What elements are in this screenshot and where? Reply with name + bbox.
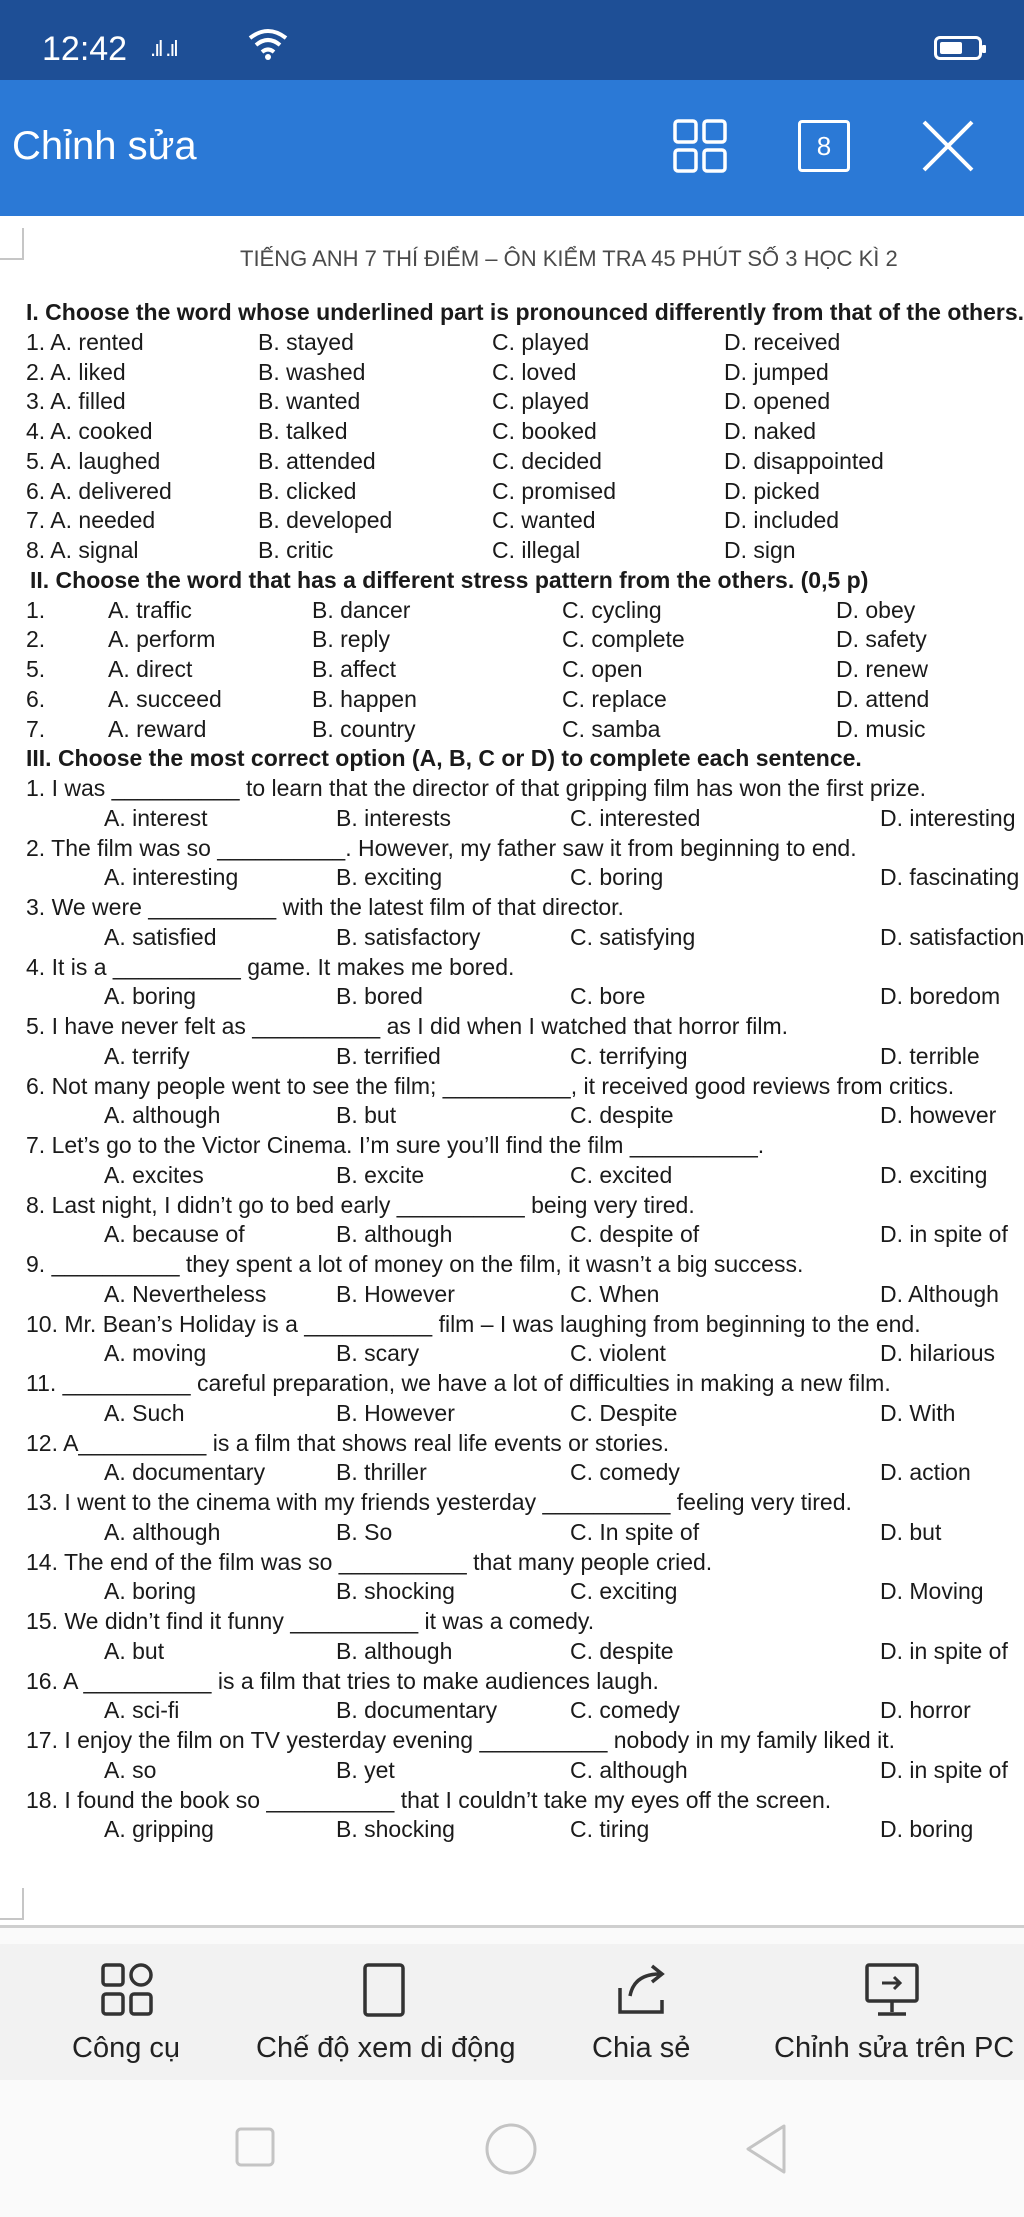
answer-options-row — [0, 1101, 1024, 1131]
option-text: A. sci-fi — [104, 1697, 180, 1724]
line-text: 15. We didn’t find it funny __________ it was a comedy. — [26, 1608, 595, 1634]
option-text: D. With — [880, 1399, 956, 1426]
option-text: B. happen — [312, 685, 417, 712]
option-text: C. despite — [570, 1637, 674, 1664]
option-text: D. naked — [724, 418, 817, 444]
line-text: 11. __________ careful preparation, we have a lot of difficulties in making a new film. — [26, 1370, 891, 1396]
question-text — [0, 893, 1024, 923]
option-text: B. However — [336, 1280, 455, 1307]
option-text: C. complete — [562, 626, 685, 653]
option-text: C. comedy — [570, 1459, 680, 1486]
tools-label: Công cụ — [72, 2032, 181, 2064]
answer-options-row — [0, 1518, 1024, 1548]
option-text: D. in spite of — [880, 1637, 1008, 1664]
question-text — [0, 1607, 1024, 1637]
option-text: D. in spite of — [880, 1756, 1008, 1783]
question-text — [0, 1786, 1024, 1816]
option-text: C. excited — [570, 1161, 673, 1188]
question-text — [0, 1191, 1024, 1221]
option-text: C. replace — [562, 685, 667, 712]
question-text — [0, 1488, 1024, 1518]
option-text: B. So — [336, 1518, 393, 1545]
pc-edit-icon — [864, 1962, 920, 2018]
option-text: A. but — [104, 1637, 165, 1664]
option-text: B. documentary — [336, 1697, 498, 1724]
option-text: A. although — [104, 1518, 221, 1545]
option-text: D. sign — [724, 537, 796, 563]
stress-question-row — [0, 715, 1024, 745]
question-text — [0, 774, 1024, 804]
option-text: A. Such — [104, 1399, 185, 1426]
option-text: C. decided — [492, 447, 602, 474]
option-text: D. however — [880, 1102, 997, 1129]
option-text: C. comedy — [570, 1697, 680, 1724]
option-text: 7. A. needed — [26, 507, 156, 534]
option-text: B. developed — [258, 507, 393, 534]
question-text — [0, 1072, 1024, 1102]
option-text: C. despite — [570, 1102, 674, 1129]
option-text: A. Nevertheless — [104, 1280, 267, 1307]
option-text: A. traffic — [108, 596, 192, 623]
option-text: B. clicked — [258, 477, 357, 504]
option-text: D. satisfaction — [880, 923, 1024, 950]
option-text: C. exciting — [570, 1578, 678, 1605]
option-text: C. cycling — [562, 596, 662, 623]
option-text: 5. — [26, 656, 46, 682]
navigation-bar — [0, 2080, 1024, 2217]
option-text: C. In spite of — [570, 1518, 700, 1545]
pronunciation-question-row — [0, 536, 1024, 566]
battery-icon — [934, 36, 982, 60]
pronunciation-question-row — [0, 387, 1024, 417]
option-text: C. open — [562, 656, 643, 682]
option-text: A. interesting — [104, 864, 239, 891]
section-heading — [0, 744, 1024, 774]
option-text: B. satisfactory — [336, 923, 481, 950]
answer-options-row — [0, 1637, 1024, 1667]
question-text — [0, 1369, 1024, 1399]
status-bar — [0, 0, 1024, 80]
option-text: B. excite — [336, 1161, 425, 1188]
option-text: B. scary — [336, 1340, 420, 1367]
question-text — [0, 1429, 1024, 1459]
option-text: B. bored — [336, 983, 423, 1010]
pronunciation-question-row — [0, 358, 1024, 388]
question-text — [0, 1310, 1024, 1340]
option-text: D. action — [880, 1459, 971, 1486]
mobile-view-label: Chế độ xem di động — [256, 2032, 516, 2064]
option-text: 7. — [26, 715, 46, 742]
line-text: II. Choose the word that has a different stress pattern from the others. (0,5 p) — [30, 566, 869, 593]
option-text: B. washed — [258, 358, 366, 385]
option-text: A. excites — [104, 1161, 204, 1188]
option-text: A. reward — [108, 715, 207, 742]
question-text — [0, 1131, 1024, 1161]
option-text: C. samba — [562, 715, 661, 742]
edit-on-pc-label: Chỉnh sửa trên PC — [774, 2032, 1015, 2064]
status-time: 12:42 — [42, 30, 128, 68]
answer-options-row — [0, 1458, 1024, 1488]
option-text: D. opened — [724, 388, 831, 415]
option-text: A. boring — [104, 983, 197, 1010]
answer-options-row — [0, 923, 1024, 953]
section-heading — [0, 298, 1024, 328]
line-text: 10. Mr. Bean’s Holiday is a __________ film – I was laughing from beginning to the end. — [26, 1310, 921, 1337]
pronunciation-question-row — [0, 447, 1024, 477]
line-text: 13. I went to the cinema with my friends yesterday __________ feeling very tired. — [26, 1489, 852, 1515]
option-text: C. boring — [570, 864, 664, 891]
option-text: D. exciting — [880, 1161, 988, 1188]
option-text: B. attended — [258, 447, 376, 474]
option-text: A. because of — [104, 1221, 245, 1248]
question-text — [0, 1548, 1024, 1578]
line-text: 14. The end of the film was so __________ that many people cried. — [26, 1548, 713, 1575]
wifi-icon — [248, 28, 288, 60]
option-text: A. succeed — [108, 685, 222, 712]
app-title: Chỉnh sửa — [12, 124, 197, 168]
option-text: D. disappointed — [724, 447, 884, 474]
question-text — [0, 834, 1024, 864]
option-text: 6. A. delivered — [26, 477, 172, 504]
line-text: 1. I was __________ to learn that the director of that gripping film has won the first prize. — [26, 775, 927, 801]
share-button[interactable] — [560, 1944, 720, 2080]
option-text: D. fascinating — [880, 864, 1020, 891]
option-text: B. interests — [336, 804, 452, 831]
option-text: B. although — [336, 1637, 453, 1664]
stress-question-row — [0, 685, 1024, 715]
option-text: D. in spite of — [880, 1221, 1008, 1248]
option-text: D. music — [836, 715, 926, 742]
line-text: 17. I enjoy the film on TV yesterday evening __________ nobody in my family liked it. — [26, 1727, 895, 1753]
option-text: C. booked — [492, 418, 597, 444]
option-text: 8. A. signal — [26, 537, 139, 563]
option-text: A. documentary — [104, 1459, 266, 1486]
option-text: D. hilarious — [880, 1340, 996, 1367]
option-text: A. satisfied — [104, 923, 217, 950]
option-text: C. despite of — [570, 1221, 700, 1248]
answer-options-row — [0, 1815, 1024, 1845]
option-text: 4. A. cooked — [26, 418, 153, 444]
option-text: D. safety — [836, 626, 927, 653]
option-text: C. tiring — [570, 1816, 650, 1843]
line-text: 4. It is a __________ game. It makes me bored. — [26, 953, 515, 980]
tools-button[interactable] — [0, 1944, 256, 2080]
option-text: A. boring — [104, 1578, 197, 1605]
option-text: D. renew — [836, 656, 929, 682]
option-text: 3. A. filled — [26, 388, 126, 415]
line-text: III. Choose the most correct option (A, B, C or D) to complete each sentence. — [26, 745, 862, 772]
pronunciation-question-row — [0, 417, 1024, 447]
answer-options-row — [0, 1042, 1024, 1072]
back-icon[interactable] — [742, 2122, 788, 2176]
option-text: D. picked — [724, 477, 820, 504]
option-text: A. so — [104, 1756, 157, 1783]
option-text: 5. A. laughed — [26, 447, 161, 474]
stress-question-row — [0, 655, 1024, 685]
signal-icon: .ıl .ıl — [150, 36, 177, 61]
share-icon — [612, 1962, 672, 2018]
line-text: 7. Let’s go to the Victor Cinema. I’m sure you’ll find the film __________. — [26, 1132, 765, 1158]
option-text: B. shocking — [336, 1816, 455, 1843]
question-text — [0, 1726, 1024, 1756]
app-bar — [0, 80, 1024, 216]
pronunciation-question-row — [0, 328, 1024, 358]
option-text: B. talked — [258, 418, 348, 444]
option-text: C. violent — [570, 1340, 666, 1367]
option-text: C. interested — [570, 804, 701, 831]
option-text: D. boredom — [880, 983, 1001, 1010]
line-text: I. Choose the word whose underlined part is pronounced differently from that of the others. — [26, 299, 1024, 325]
line-text: 12. A__________ is a film that shows real life events or stories. — [26, 1429, 670, 1456]
option-text: D. horror — [880, 1697, 971, 1724]
option-text: D. boring — [880, 1816, 974, 1843]
option-text: B. stayed — [258, 328, 354, 355]
page-corner-mark — [0, 228, 24, 260]
tools-icon — [100, 1962, 156, 2018]
document-page[interactable] — [0, 216, 1024, 1928]
answer-options-row — [0, 1756, 1024, 1786]
option-text: C. played — [492, 388, 590, 415]
option-text: B. although — [336, 1221, 453, 1248]
option-text: D. Although — [880, 1280, 999, 1307]
question-text — [0, 1667, 1024, 1697]
option-text: 2. — [26, 626, 46, 653]
option-text: C. played — [492, 328, 590, 355]
stress-question-row — [0, 596, 1024, 626]
option-text: A. moving — [104, 1340, 207, 1367]
option-text: C. promised — [492, 477, 616, 504]
question-text — [0, 1012, 1024, 1042]
option-text: B. yet — [336, 1756, 395, 1783]
option-text: D. terrible — [880, 1042, 980, 1069]
option-text: 1. — [26, 596, 46, 623]
option-text: 1. A. rented — [26, 328, 144, 355]
answer-options-row — [0, 863, 1024, 893]
option-text: B. wanted — [258, 388, 361, 415]
answer-options-row — [0, 1339, 1024, 1369]
option-text: C. satisfying — [570, 923, 696, 950]
line-text: 2. The film was so __________. However, my father saw it from beginning to end. — [26, 834, 857, 861]
line-text: 16. A __________ is a film that tries to make audiences laugh. — [26, 1667, 659, 1694]
option-text: D. received — [724, 328, 841, 355]
page-count-button[interactable]: 8 — [798, 120, 850, 172]
option-text: A. although — [104, 1102, 221, 1129]
document-header: TIẾNG ANH 7 THÍ ĐIỂM – ÔN KIỂM TRA 45 PHÚT SỐ 3 HỌC KÌ 2 — [240, 246, 898, 271]
option-text: D. but — [880, 1518, 942, 1545]
pronunciation-question-row — [0, 477, 1024, 507]
option-text: B. affect — [312, 656, 396, 682]
option-text: C. bore — [570, 983, 646, 1010]
option-text: C. illegal — [492, 537, 581, 563]
section-heading — [0, 566, 1024, 596]
option-text: C. wanted — [492, 507, 596, 534]
answer-options-row — [0, 982, 1024, 1012]
option-text: C. although — [570, 1756, 688, 1783]
option-text: D. Moving — [880, 1578, 984, 1605]
option-text: D. interesting — [880, 804, 1016, 831]
option-text: C. Despite — [570, 1399, 678, 1426]
option-text: A. direct — [108, 656, 193, 682]
mobile-view-button[interactable] — [256, 1944, 516, 2080]
answer-options-row — [0, 1161, 1024, 1191]
option-text: B. shocking — [336, 1578, 455, 1605]
question-text — [0, 953, 1024, 983]
option-text: A. perform — [108, 626, 216, 653]
question-text — [0, 1250, 1024, 1280]
mobile-view-icon — [362, 1962, 406, 2018]
bottom-toolbar — [0, 1944, 1024, 2080]
page-divider — [0, 1925, 1024, 1928]
option-text: D. obey — [836, 596, 916, 623]
answer-options-row — [0, 804, 1024, 834]
answer-options-row — [0, 1280, 1024, 1310]
option-text: D. included — [724, 507, 840, 534]
option-text: C. terrifying — [570, 1042, 688, 1069]
option-text: B. dancer — [312, 596, 411, 623]
answer-options-row — [0, 1696, 1024, 1726]
recent-apps-icon[interactable] — [234, 2126, 276, 2168]
line-text: 3. We were __________ with the latest film of that director. — [26, 894, 624, 920]
home-icon[interactable] — [484, 2122, 538, 2176]
option-text: B. but — [336, 1102, 397, 1129]
answer-options-row — [0, 1577, 1024, 1607]
line-text: 8. Last night, I didn’t go to bed early __________ being very tired. — [26, 1191, 695, 1218]
option-text: B. thriller — [336, 1459, 427, 1486]
option-text: B. exciting — [336, 864, 443, 891]
option-text: A. terrify — [104, 1042, 190, 1069]
answer-options-row — [0, 1399, 1024, 1429]
document-content — [0, 298, 1024, 1845]
page-corner-mark — [0, 1888, 24, 1920]
option-text: D. jumped — [724, 358, 829, 385]
line-text: 18. I found the book so __________ that I couldn’t take my eyes off the screen. — [26, 1786, 832, 1813]
grid-view-icon[interactable] — [672, 118, 728, 174]
option-text: C. When — [570, 1280, 660, 1307]
option-text: 6. — [26, 685, 46, 712]
share-label: Chia sẻ — [592, 2032, 691, 2064]
line-text: 5. I have never felt as __________ as I did when I watched that horror film. — [26, 1013, 789, 1039]
option-text: 2. A. liked — [26, 358, 126, 385]
option-text: B. country — [312, 715, 416, 742]
option-text: B. terrified — [336, 1042, 441, 1069]
edit-on-pc-button[interactable] — [760, 1944, 1024, 2080]
option-text: B. critic — [258, 537, 334, 563]
option-text: A. interest — [104, 804, 208, 831]
option-text: B. However — [336, 1399, 455, 1426]
option-text: B. reply — [312, 626, 390, 653]
close-icon[interactable] — [920, 118, 976, 174]
option-text: A. gripping — [104, 1816, 214, 1843]
line-text: 9. __________ they spent a lot of money on the film, it wasn’t a big success. — [26, 1251, 804, 1277]
option-text: C. loved — [492, 358, 577, 385]
pronunciation-question-row — [0, 506, 1024, 536]
option-text: D. attend — [836, 685, 930, 712]
answer-options-row — [0, 1220, 1024, 1250]
stress-question-row — [0, 625, 1024, 655]
line-text: 6. Not many people went to see the film; __________, it received good reviews from critics. — [26, 1072, 955, 1099]
